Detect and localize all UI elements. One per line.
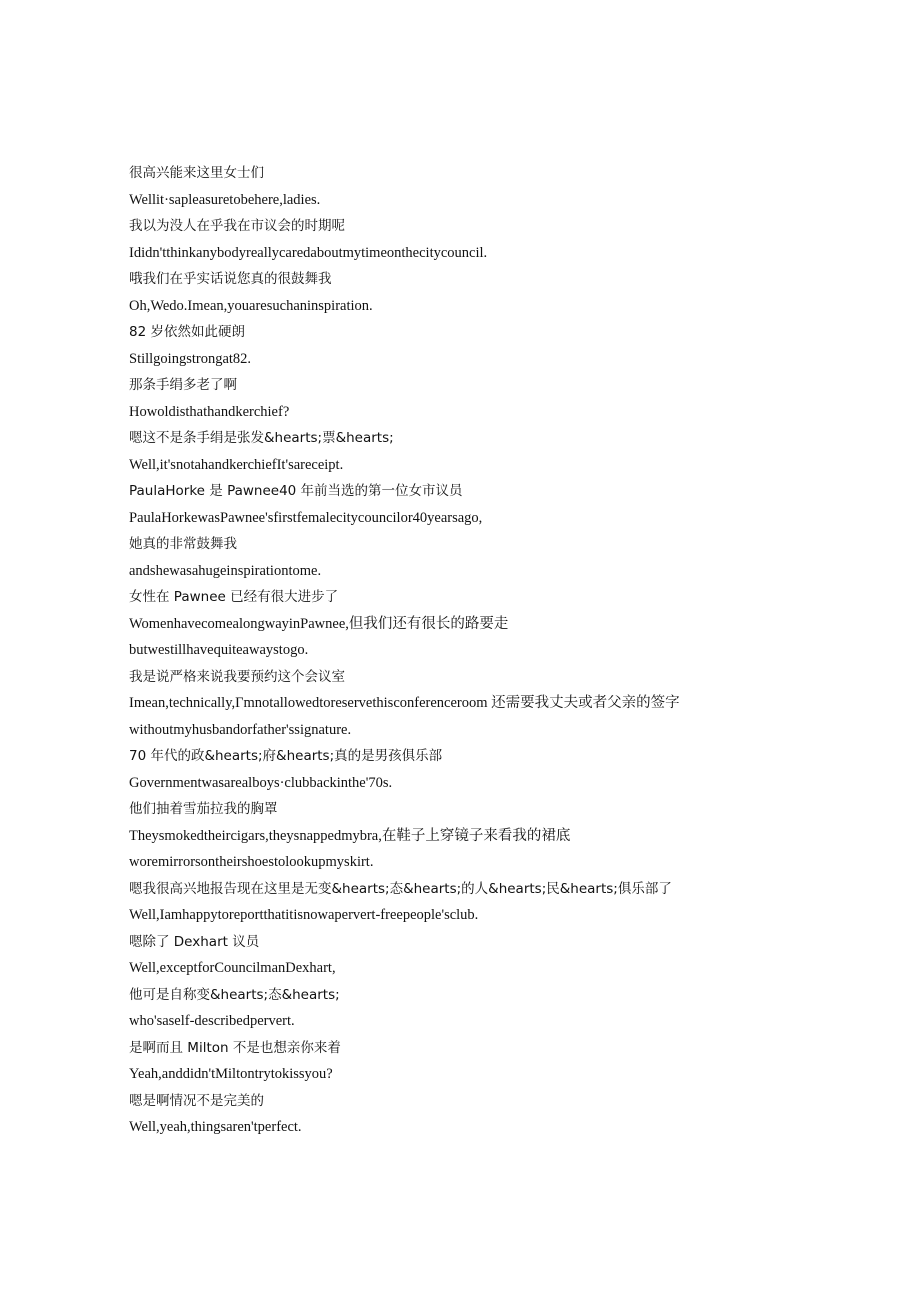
subtitle-line-en: WomenhavecomealongwayinPawnee,但我们还有很长的路要走 [129, 615, 509, 632]
subtitle-line-zh: 嗯除了 Dexhart 议员 [129, 933, 260, 950]
subtitle-line-en: PaulaHorkewasPawnee'sfirstfemalecitycouncilor40yearsago, [129, 509, 483, 526]
document-page [129, 160, 889, 1141]
subtitle-line-zh: 他们抽着雪茄拉我的胸罩 [129, 801, 278, 817]
subtitle-line-en: Howoldisthathandkerchief? [129, 403, 290, 420]
subtitle-line-zh: 嗯我很高兴地报告现在这里是无变&hearts;态&hearts;的人&hearts;民&hearts;俱乐部了 [129, 880, 672, 897]
subtitle-line-en: Well,yeah,thingsaren'tperfect. [129, 1119, 302, 1135]
subtitle-line-en: Theysmokedtheircigars,theysnappedmybra,在鞋子上穿镜子来看我的裙底 [129, 827, 571, 844]
subtitle-line-en: who'saself-describedpervert. [129, 1013, 295, 1029]
subtitle-line-en: butwestillhavequiteawaystogo. [129, 642, 309, 658]
subtitle-line-zh: 她真的非常鼓舞我 [129, 536, 237, 552]
subtitle-line-zh: 女性在 Pawnee 已经有很大进步了 [129, 589, 339, 605]
subtitle-line-zh: 我以为没人在乎我在市议会的时期呢 [129, 218, 345, 234]
subtitle-line-zh: 82 岁依然如此硬朗 [129, 324, 245, 340]
subtitle-line-zh: 很高兴能来这里女士们 [129, 165, 264, 181]
subtitle-line-en: Governmentwasarealboys·clubbackinthe'70s. [129, 774, 393, 791]
subtitle-line-en: woremirrorsontheirshoestolookupmyskirt. [129, 854, 374, 870]
subtitle-line-en: andshewasahugeinspirationtome. [129, 562, 322, 579]
subtitle-line-zh: 嗯是啊情况不是完美的 [129, 1092, 264, 1109]
subtitle-line-en: Oh,Wedo.Imean,youaresuchaninspiration. [129, 297, 373, 314]
subtitle-line-en: Stillgoingstrongat82. [129, 350, 252, 367]
subtitle-line-zh: 那条手绢多老了啊 [129, 377, 237, 393]
subtitle-line-en: Imean,technically,Γmnotallowedtoreservethisconferenceroom 还需要我丈夫或者父亲的签字 [129, 695, 680, 711]
subtitle-line-zh: 他可是自称变&hearts;态&hearts; [129, 986, 340, 1003]
subtitle-line-zh: PaulaHorke 是 Pawnee40 年前当选的第一位女市议员 [129, 483, 463, 499]
subtitle-line-zh: 是啊而且 Milton 不是也想亲你来着 [129, 1039, 341, 1056]
subtitle-line-en: Ididn'tthinkanybodyreallycaredaboutmytimeonthecitycouncil. [129, 244, 488, 261]
subtitle-line-en: withoutmyhusbandorfather'ssignature. [129, 721, 352, 738]
subtitle-line-en: Well,exceptforCouncilmanDexhart, [129, 960, 336, 976]
subtitle-line-en: Yeah,anddidn'tMiltontrytokissyou? [129, 1066, 333, 1082]
subtitle-line-zh: 嗯这不是条手绢是张发&hearts;票&hearts; [129, 430, 394, 446]
subtitle-line-zh: 70 年代的政&hearts;府&hearts;真的是男孩俱乐部 [129, 748, 443, 764]
subtitle-line-en: Well,it'snotahandkerchiefIt'sareceipt. [129, 456, 344, 473]
subtitle-line-zh: 我是说严格来说我要预约这个会议室 [129, 668, 345, 685]
subtitle-line-en: Well,Iamhappytoreportthatitisnowapervert-freepeople'sclub. [129, 907, 479, 923]
subtitle-line-en: Wellit·sapleasuretobehere,ladies. [129, 191, 321, 208]
subtitle-line-zh: 哦我们在乎实话说您真的很鼓舞我 [129, 271, 332, 287]
